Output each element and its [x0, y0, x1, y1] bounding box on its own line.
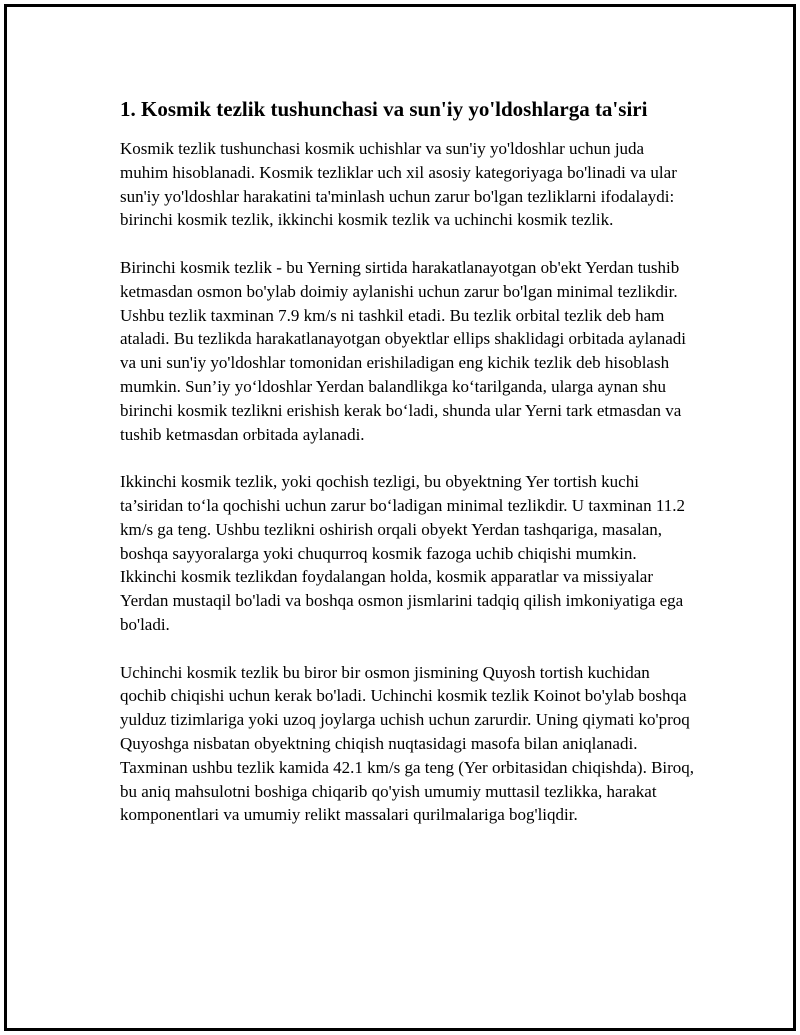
- page-frame: [4, 4, 796, 1031]
- paragraph-second-cosmic-velocity: Ikkinchi kosmik tezlik, yoki qochish tezligi, bu obyektning Yer tortish kuchi ta’siridan to‘la qochishi uchun zarur bo‘ladigan minimal tezlikdir. U taxminan 11.2 km/s ga teng. Ushbu tezlikni oshirish orqali obyekt Yerdan tashqariga, masalan, boshqa sayyoralarga yoki chuqurroq kosmik fazoga uchib chiqishi mumkin. Ikkinchi kosmik tezlikdan foydalangan holda, kosmik apparatlar va missiyalar Yerdan mustaqil bo'ladi va boshqa osmon jismlarini tadqiq qilish imkoniyatiga ega bo'ladi.: [120, 472, 685, 634]
- section-heading: 1. Kosmik tezlik tushunchasi va sun'iy yo'ldoshlarga ta'siri: [120, 97, 648, 121]
- document-body: [120, 95, 695, 827]
- paragraph-intro: Kosmik tezlik tushunchasi kosmik uchishlar va sun'iy yo'ldoshlar uchun juda muhim hisoblanadi. Kosmik tezliklar uch xil asosiy kategoriyaga bo'linadi va ular sun'iy yo'ldoshlar harakatini ta'minlash uchun zarur bo'lgan tezliklarni ifodalaydi: birinchi kosmik tezlik, ikkinchi kosmik tezlik va uchinchi kosmik tezlik.: [120, 139, 677, 230]
- paragraph-third-cosmic-velocity: Uchinchi kosmik tezlik bu biror bir osmon jismining Quyosh tortish kuchidan qochib chiqishi uchun kerak bo'ladi. Uchinchi kosmik tezlik Koinot bo'ylab boshqa yulduz tizimlariga yoki uzoq joylarga uchish uchun zarurdir. Uning qiymati ko'proq Quyoshga nisbatan obyektning chiqish nuqtasidagi masofa bilan aniqlanadi. Taxminan ushbu tezlik kamida 42.1 km/s ga teng (Yer orbitasidan chiqishda). Biroq, bu aniq mahsulotni boshiga chiqarib qo'yish umumiy muttasil tezlikka, harakat komponentlari va umumiy relikt massalari qurilmalariga bog'liqdir.: [120, 662, 695, 825]
- paragraph-first-cosmic-velocity: Birinchi kosmik tezlik - bu Yerning sirtida harakatlanayotgan ob'ekt Yerdan tushib ketmasdan osmon bo'ylab doimiy aylanishi uchun zarur bo'lgan minimal tezlikdir. Ushbu tezlik taxminan 7.9 km/s ni tashkil etadi. Bu tezlik orbital tezlik deb ham ataladi. Bu tezlikda harakatlanayotgan obyektlar ellips shaklidagi orbitada aylanadi va uni sun'iy yo'ldoshlar tomonidan erishiladigan eng kichik tezlik deb hisoblash mumkin. Sun’iy yo‘ldoshlar Yerdan balandlikga ko‘tarilganda, ularga aynan shu birinchi kosmik tezlikni erishish kerak bo‘ladi, shunda ular Yerni tark etmasdan va tushib ketmasdan orbitada aylanadi.: [120, 257, 686, 444]
